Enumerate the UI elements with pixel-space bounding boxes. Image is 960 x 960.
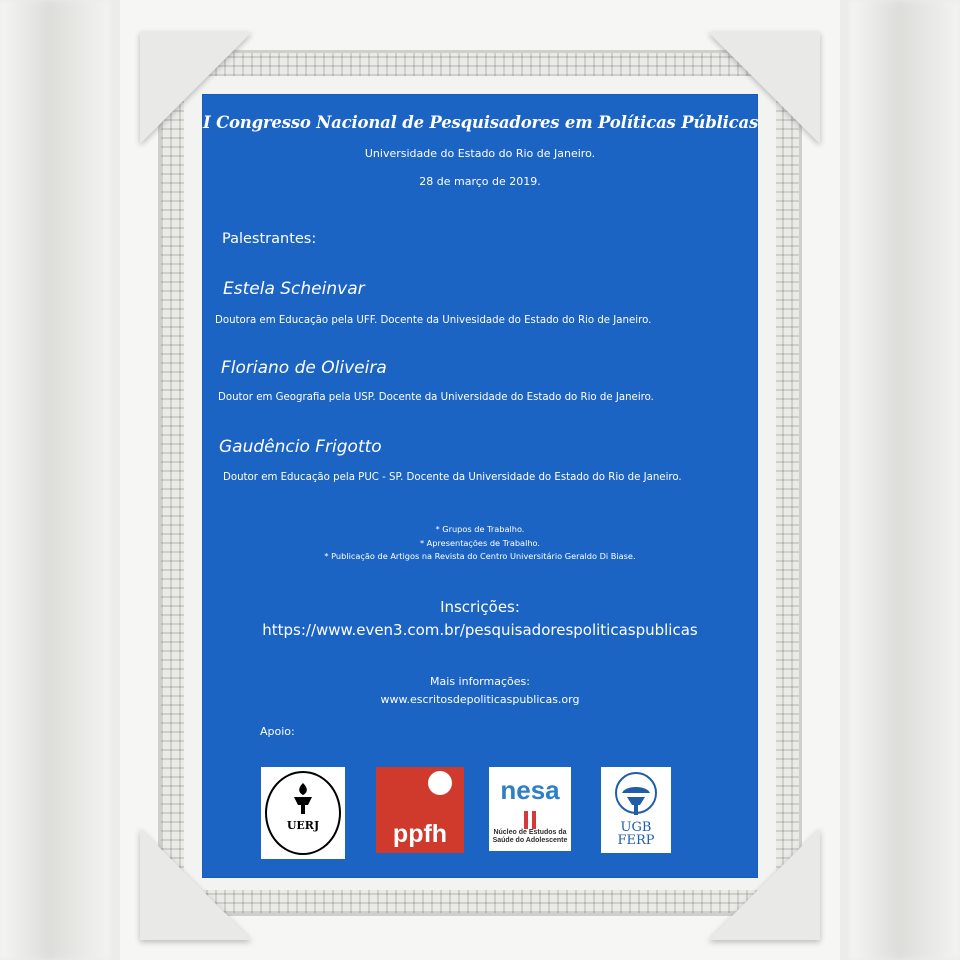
uerj-logo: [261, 767, 345, 859]
speaker-name: Floriano de Oliveira: [221, 358, 387, 378]
ugb-logo-text: [601, 821, 671, 847]
event-poster: [203, 95, 757, 877]
more-info-link[interactable]: www.escritosdepoliticaspublicas.org: [380, 693, 580, 706]
ugb-logo-name: UGB: [620, 820, 652, 835]
event-date: 28 de março de 2019.: [419, 175, 541, 188]
speaker-description: Doutor em Geografia pela USP. Docente da Universidade do Estado do Rio de Janeiro.: [218, 392, 654, 403]
ppfh-logo-text: ppfh: [392, 820, 448, 848]
activity-item: * Grupos de Trabalho.: [435, 524, 525, 534]
right-blur-edge: [850, 0, 960, 960]
ppfh-dot-icon: [428, 771, 452, 795]
activity-item: * Apresentações de Trabalho.: [419, 537, 541, 548]
speakers-label: Palestrantes:: [222, 231, 317, 247]
registration-label: Inscrições:: [440, 598, 520, 616]
torch-icon: [291, 781, 315, 815]
more-info-label: Mais informações:: [430, 675, 530, 688]
poster-title: I Congresso Nacional de Pesquisadores em Políticas Públicas: [203, 113, 759, 132]
speaker-description: Doutora em Educação pela UFF. Docente da Univesidade do Estado do Rio de Janeiro.: [215, 315, 652, 326]
ugb-emblem-icon: [613, 771, 659, 819]
nesa-caption: Núcleo de Estudos da Saúde do Adolescente: [492, 829, 568, 844]
ppfh-logo: [376, 767, 464, 853]
activities-list: [203, 523, 757, 564]
nesa-logo: [489, 767, 571, 851]
speaker-name: Estela Scheinvar: [223, 279, 365, 299]
speaker-description: Doutor em Educação pela PUC - SP. Docente da Universidade do Estado do Rio de Janeiro.: [223, 472, 682, 483]
ugb-logo: [601, 767, 671, 853]
registration-link[interactable]: https://www.even3.com.br/pesquisadorespoliticaspublicas: [262, 621, 698, 639]
university-name: Universidade do Estado do Rio de Janeiro.: [364, 147, 596, 160]
ugb-logo-sub: FERP: [617, 833, 655, 848]
speaker-name: Gaudêncio Frigotto: [219, 437, 382, 457]
left-blur-edge: [0, 0, 110, 960]
uerj-logo-text: UERJ: [286, 819, 320, 832]
nesa-bars-icon: [522, 811, 538, 829]
nesa-logo-text: nesa: [500, 775, 560, 805]
support-label: Apoio:: [260, 725, 295, 738]
activity-item: * Publicação de Artigos na Revista do Centro Universitário Geraldo Di Biase.: [324, 551, 636, 561]
